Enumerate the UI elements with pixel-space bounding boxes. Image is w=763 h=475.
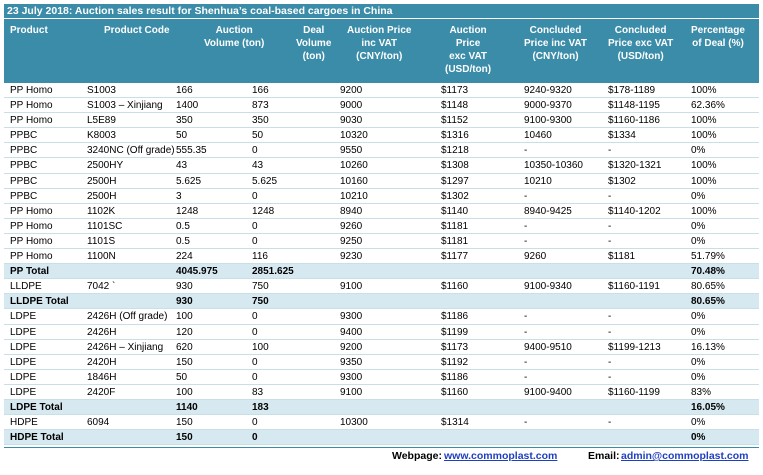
cell-concluded-price-inc: 10460 — [524, 130, 552, 142]
cell-product: PPBC — [10, 190, 38, 202]
table-row — [4, 113, 759, 128]
table-row — [4, 219, 759, 234]
table-row — [4, 340, 759, 355]
cell-percentage: 100% — [691, 175, 717, 187]
cell-auction-price-inc: 8940 — [340, 205, 363, 217]
cell-auction-price-inc: 9200 — [340, 341, 363, 353]
cell-percentage: 80.65% — [691, 281, 725, 293]
cell-concluded-price-inc: - — [524, 356, 528, 368]
cell-product: LDPE — [10, 341, 37, 353]
cell-auction-price-inc: 9260 — [340, 220, 363, 232]
cell-auction-volume: 166 — [176, 85, 193, 96]
cell-concluded-price-inc: - — [524, 311, 528, 323]
cell-product: PPBC — [10, 175, 38, 187]
cell-auction-volume: 224 — [176, 251, 193, 263]
cell-concluded-price-inc: 9100-9340 — [524, 281, 572, 293]
cell-auction-volume: 930 — [176, 296, 193, 308]
cell-product: LDPE — [10, 311, 37, 323]
cell-auction-volume: 100 — [176, 386, 193, 398]
cell-concluded-price-inc: 10210 — [524, 175, 552, 187]
cell-deal-volume: 0 — [252, 417, 258, 429]
cell-auction-price-exc: $1152 — [441, 115, 469, 127]
cell-auction-volume: 150 — [176, 356, 193, 368]
webpage-link[interactable]: www.commoplast.com — [444, 450, 558, 462]
cell-product: PP Homo — [10, 85, 53, 96]
cell-percentage: 0% — [691, 417, 706, 429]
table-row — [4, 204, 759, 219]
cell-concluded-price-inc: 10350-10360 — [524, 160, 583, 172]
cell-concluded-price-inc: 9100-9300 — [524, 115, 572, 127]
table-row — [4, 279, 759, 294]
cell-percentage: 16.13% — [691, 341, 725, 353]
cell-auction-price-exc: $1314 — [441, 417, 469, 429]
table-row — [4, 83, 759, 98]
cell-product: PP Homo — [10, 115, 53, 127]
cell-product-code: K8003 — [87, 130, 116, 142]
table-row — [4, 325, 759, 340]
cell-deal-volume: 750 — [252, 281, 269, 293]
cell-percentage: 0% — [691, 432, 706, 444]
footer — [0, 450, 763, 468]
cell-percentage: 0% — [691, 220, 706, 232]
cell-concluded-price-inc: 9100-9400 — [524, 386, 572, 398]
header-product-code: Product Code — [104, 25, 170, 36]
cell-deal-volume: 1248 — [252, 205, 275, 217]
cell-auction-volume: 0.5 — [176, 235, 190, 247]
cell-auction-volume: 555.35 — [176, 145, 207, 157]
cell-percentage: 100% — [691, 115, 717, 127]
table-row — [4, 174, 759, 189]
cell-auction-price-exc: $1160 — [441, 386, 469, 398]
total-row — [4, 400, 759, 415]
table-row — [4, 234, 759, 249]
cell-concluded-price-exc: $1148-1195 — [608, 100, 660, 112]
cell-auction-price-inc: 9100 — [340, 281, 363, 293]
cell-product-code: S1003 — [87, 85, 116, 96]
cell-product-code: 3240NC (Off grade) — [87, 145, 175, 157]
table-row — [4, 128, 759, 143]
table-row — [4, 355, 759, 370]
cell-concluded-price-exc: $1140-1202 — [608, 205, 661, 217]
cell-product: PP Homo — [10, 220, 53, 232]
email-label: Email: — [588, 450, 620, 462]
cell-percentage: 100% — [691, 205, 717, 217]
cell-product-code: 2420H — [87, 356, 117, 368]
header-concluded-inc: Concluded Price inc VAT (CNY/ton) — [524, 25, 587, 62]
cell-concluded-price-inc: 8940-9425 — [524, 205, 572, 217]
cell-product: PP Homo — [10, 205, 53, 217]
cell-percentage: 16.05% — [691, 401, 725, 413]
cell-auction-volume: 5.625 — [176, 175, 202, 187]
cell-concluded-price-exc: - — [608, 145, 612, 157]
cell-product: LDPE — [10, 326, 37, 338]
cell-auction-price-exc: $1297 — [441, 175, 469, 187]
cell-auction-volume: 930 — [176, 281, 193, 293]
cell-auction-volume: 620 — [176, 341, 193, 353]
cell-auction-price-inc: 9230 — [340, 251, 363, 263]
cell-product: PP Total — [10, 266, 50, 278]
cell-auction-price-exc: $1186 — [441, 311, 469, 323]
cell-product-code: 2426H (Off grade) — [87, 311, 168, 323]
cell-percentage: 0% — [691, 235, 706, 247]
cell-product-code: 1101SC — [87, 220, 123, 232]
cell-auction-price-inc: 9030 — [340, 115, 363, 127]
cell-auction-price-exc: $1177 — [441, 251, 469, 263]
cell-product-code: 2500HY — [87, 160, 124, 172]
cell-product: HDPE — [10, 417, 38, 429]
cell-product: PPBC — [10, 130, 38, 142]
cell-percentage: 0% — [691, 145, 706, 157]
cell-concluded-price-exc: - — [608, 190, 612, 202]
total-row — [4, 430, 759, 445]
cell-concluded-price-inc: - — [524, 417, 528, 429]
cell-concluded-price-exc: - — [608, 311, 612, 323]
cell-concluded-price-exc: $1160-1186 — [608, 115, 660, 127]
cell-auction-volume: 1140 — [176, 401, 198, 413]
cell-auction-volume: 43 — [176, 160, 188, 172]
cell-auction-price-inc: 9300 — [340, 311, 363, 323]
header-concluded-exc: Concluded Price exc VAT (USD/ton) — [608, 25, 674, 62]
cell-percentage: 100% — [691, 85, 717, 96]
cell-auction-volume: 50 — [176, 130, 188, 142]
total-row — [4, 294, 759, 309]
cell-auction-volume: 4045.975 — [176, 266, 218, 278]
cell-product-code: 2500H — [87, 190, 117, 202]
header-product: Product — [10, 25, 48, 36]
cell-deal-volume: 100 — [252, 341, 269, 353]
cell-auction-volume: 3 — [176, 190, 182, 202]
cell-deal-volume: 0 — [252, 190, 258, 202]
cell-product: LDPE — [10, 386, 37, 398]
cell-concluded-price-exc: $1302 — [608, 175, 636, 187]
cell-auction-volume: 350 — [176, 115, 193, 127]
cell-product-code: 2500H — [87, 175, 117, 187]
cell-auction-price-exc: $1302 — [441, 190, 469, 202]
cell-percentage: 70.48% — [691, 266, 725, 278]
cell-concluded-price-exc: $1160-1199 — [608, 386, 660, 398]
cell-product-code: 1846H — [87, 371, 117, 383]
cell-concluded-price-inc: 9400-9510 — [524, 341, 572, 353]
cell-auction-price-inc: 9350 — [340, 356, 363, 368]
cell-product: PP Homo — [10, 100, 53, 112]
table-header — [4, 19, 759, 83]
cell-concluded-price-inc: - — [524, 235, 528, 247]
header-deal-volume: Deal Volume (ton) — [296, 25, 332, 62]
cell-deal-volume: 0 — [252, 220, 258, 232]
cell-deal-volume: 50 — [252, 130, 264, 142]
cell-product: HDPE Total — [10, 432, 64, 444]
cell-concluded-price-inc: - — [524, 145, 528, 157]
sheet-title: 23 July 2018: Auction sales result for Shenhua’s coal-based cargoes in China — [4, 4, 759, 18]
cell-percentage: 0% — [691, 311, 706, 323]
cell-auction-price-exc: $1181 — [441, 235, 469, 247]
webpage-label: Webpage: — [392, 450, 442, 462]
cell-auction-volume: 50 — [176, 371, 188, 383]
cell-product: LDPE — [10, 356, 37, 368]
cell-concluded-price-exc: $178-1189 — [608, 85, 656, 96]
cell-concluded-price-inc: 9240-9320 — [524, 85, 572, 96]
cell-percentage: 0% — [691, 356, 706, 368]
cell-auction-price-exc: $1316 — [441, 130, 469, 142]
table-row — [4, 158, 759, 173]
cell-auction-volume: 120 — [176, 326, 193, 338]
cell-product-code: 7042 ` — [87, 281, 116, 293]
cell-product: PPBC — [10, 160, 38, 172]
cell-percentage: 62.36% — [691, 100, 725, 112]
cell-product-code: S1003 – Xinjiang — [87, 100, 163, 112]
cell-product: LDPE Total — [10, 401, 63, 413]
cell-deal-volume: 0 — [252, 235, 258, 247]
cell-auction-price-exc: $1181 — [441, 220, 469, 232]
cell-auction-price-inc: 9300 — [340, 371, 363, 383]
table-row — [4, 309, 759, 324]
cell-deal-volume: 5.625 — [252, 175, 278, 187]
cell-deal-volume: 0 — [252, 311, 258, 323]
cell-deal-volume: 166 — [252, 85, 269, 96]
table-row — [4, 189, 759, 204]
cell-concluded-price-inc: - — [524, 326, 528, 338]
cell-concluded-price-inc: - — [524, 220, 528, 232]
cell-concluded-price-exc: $1199-1213 — [608, 341, 661, 353]
table-row — [4, 143, 759, 158]
cell-product-code: 2426H – Xinjiang — [87, 341, 164, 353]
table-row — [4, 385, 759, 400]
cell-concluded-price-inc: - — [524, 190, 528, 202]
cell-deal-volume: 43 — [252, 160, 264, 172]
cell-concluded-price-exc: - — [608, 417, 612, 429]
cell-concluded-price-exc: - — [608, 371, 612, 383]
cell-auction-price-exc: $1218 — [441, 145, 469, 157]
table-bottom-border — [4, 447, 759, 448]
cell-auction-price-exc: $1173 — [441, 341, 469, 353]
cell-percentage: 51.79% — [691, 251, 725, 263]
table-row — [4, 370, 759, 385]
cell-product-code: L5E89 — [87, 115, 116, 127]
cell-concluded-price-exc: - — [608, 235, 612, 247]
cell-auction-price-inc: 9100 — [340, 386, 363, 398]
total-row — [4, 264, 759, 279]
cell-deal-volume: 750 — [252, 296, 269, 308]
cell-deal-volume: 873 — [252, 100, 269, 112]
cell-product-code: 1101S — [87, 235, 116, 247]
cell-auction-volume: 0.5 — [176, 220, 190, 232]
cell-auction-volume: 100 — [176, 311, 193, 323]
cell-concluded-price-exc: $1334 — [608, 130, 636, 142]
cell-deal-volume: 0 — [252, 145, 258, 157]
cell-auction-price-inc: 9000 — [340, 100, 363, 112]
cell-product: LDPE — [10, 371, 37, 383]
cell-auction-price-inc: 10260 — [340, 160, 368, 172]
cell-product-code: 1102K — [87, 205, 116, 217]
header-auction-volume: Auction Volume (ton) — [204, 25, 265, 49]
cell-auction-price-inc: 9200 — [340, 85, 363, 96]
cell-product: LLDPE Total — [10, 296, 69, 308]
cell-auction-price-exc: $1308 — [441, 160, 469, 172]
cell-auction-price-exc: $1186 — [441, 371, 469, 383]
cell-percentage: 100% — [691, 160, 717, 172]
cell-auction-price-inc: 9400 — [340, 326, 363, 338]
cell-deal-volume: 83 — [252, 386, 264, 398]
cell-auction-volume: 1400 — [176, 100, 199, 112]
cell-percentage: 0% — [691, 371, 706, 383]
cell-auction-volume: 1248 — [176, 205, 199, 217]
cell-auction-price-exc: $1192 — [441, 356, 469, 368]
table-row — [4, 98, 759, 113]
header-percentage: Percentage of Deal (%) — [691, 25, 745, 49]
table-body — [4, 83, 759, 445]
cell-deal-volume: 350 — [252, 115, 269, 127]
cell-auction-price-exc: $1140 — [441, 205, 469, 217]
cell-percentage: 0% — [691, 190, 706, 202]
cell-deal-volume: 183 — [252, 401, 269, 413]
cell-product: LLDPE — [10, 281, 42, 293]
cell-deal-volume: 0 — [252, 432, 258, 444]
cell-product-code: 6094 — [87, 417, 110, 429]
cell-auction-price-inc: 10300 — [340, 417, 368, 429]
cell-auction-price-inc: 10320 — [340, 130, 368, 142]
table-row — [4, 415, 759, 430]
cell-product: PPBC — [10, 145, 38, 157]
cell-auction-price-inc: 10160 — [340, 175, 368, 187]
cell-auction-volume: 150 — [176, 432, 193, 444]
cell-product-code: 2420F — [87, 386, 116, 398]
cell-percentage: 80.65% — [691, 296, 725, 308]
cell-auction-price-exc: $1199 — [441, 326, 469, 338]
cell-product-code: 2426H — [87, 326, 117, 338]
cell-concluded-price-exc: $1160-1191 — [608, 281, 660, 293]
cell-concluded-price-inc: - — [524, 371, 528, 383]
cell-concluded-price-inc: 9000-9370 — [524, 100, 572, 112]
cell-deal-volume: 0 — [252, 326, 258, 338]
cell-deal-volume: 116 — [252, 251, 268, 263]
cell-concluded-price-exc: - — [608, 220, 612, 232]
cell-concluded-price-exc: $1181 — [608, 251, 636, 263]
cell-concluded-price-inc: 9260 — [524, 251, 547, 263]
cell-deal-volume: 0 — [252, 371, 258, 383]
cell-percentage: 0% — [691, 326, 706, 338]
email-link[interactable]: admin@commoplast.com — [621, 450, 749, 462]
header-auction-price-exc: Auction Price exc VAT (USD/ton) — [445, 25, 492, 75]
cell-auction-price-exc: $1160 — [441, 281, 469, 293]
cell-percentage: 83% — [691, 386, 712, 398]
cell-auction-price-exc: $1173 — [441, 85, 469, 96]
cell-auction-price-inc: 9550 — [340, 145, 363, 157]
cell-auction-volume: 150 — [176, 417, 193, 429]
cell-auction-price-exc: $1148 — [441, 100, 469, 112]
cell-percentage: 100% — [691, 130, 717, 142]
cell-deal-volume: 0 — [252, 356, 258, 368]
cell-product: PP Homo — [10, 251, 53, 263]
header-auction-price-inc: Auction Price inc VAT (CNY/ton) — [347, 25, 412, 62]
cell-concluded-price-exc: - — [608, 326, 612, 338]
cell-concluded-price-exc: $1320-1321 — [608, 160, 662, 172]
cell-deal-volume: 2851.625 — [252, 266, 294, 278]
cell-concluded-price-exc: - — [608, 356, 612, 368]
cell-auction-price-inc: 10210 — [340, 190, 368, 202]
cell-product: PP Homo — [10, 235, 53, 247]
table-row — [4, 249, 759, 264]
cell-product-code: 1100N — [87, 251, 116, 263]
cell-auction-price-inc: 9250 — [340, 235, 363, 247]
